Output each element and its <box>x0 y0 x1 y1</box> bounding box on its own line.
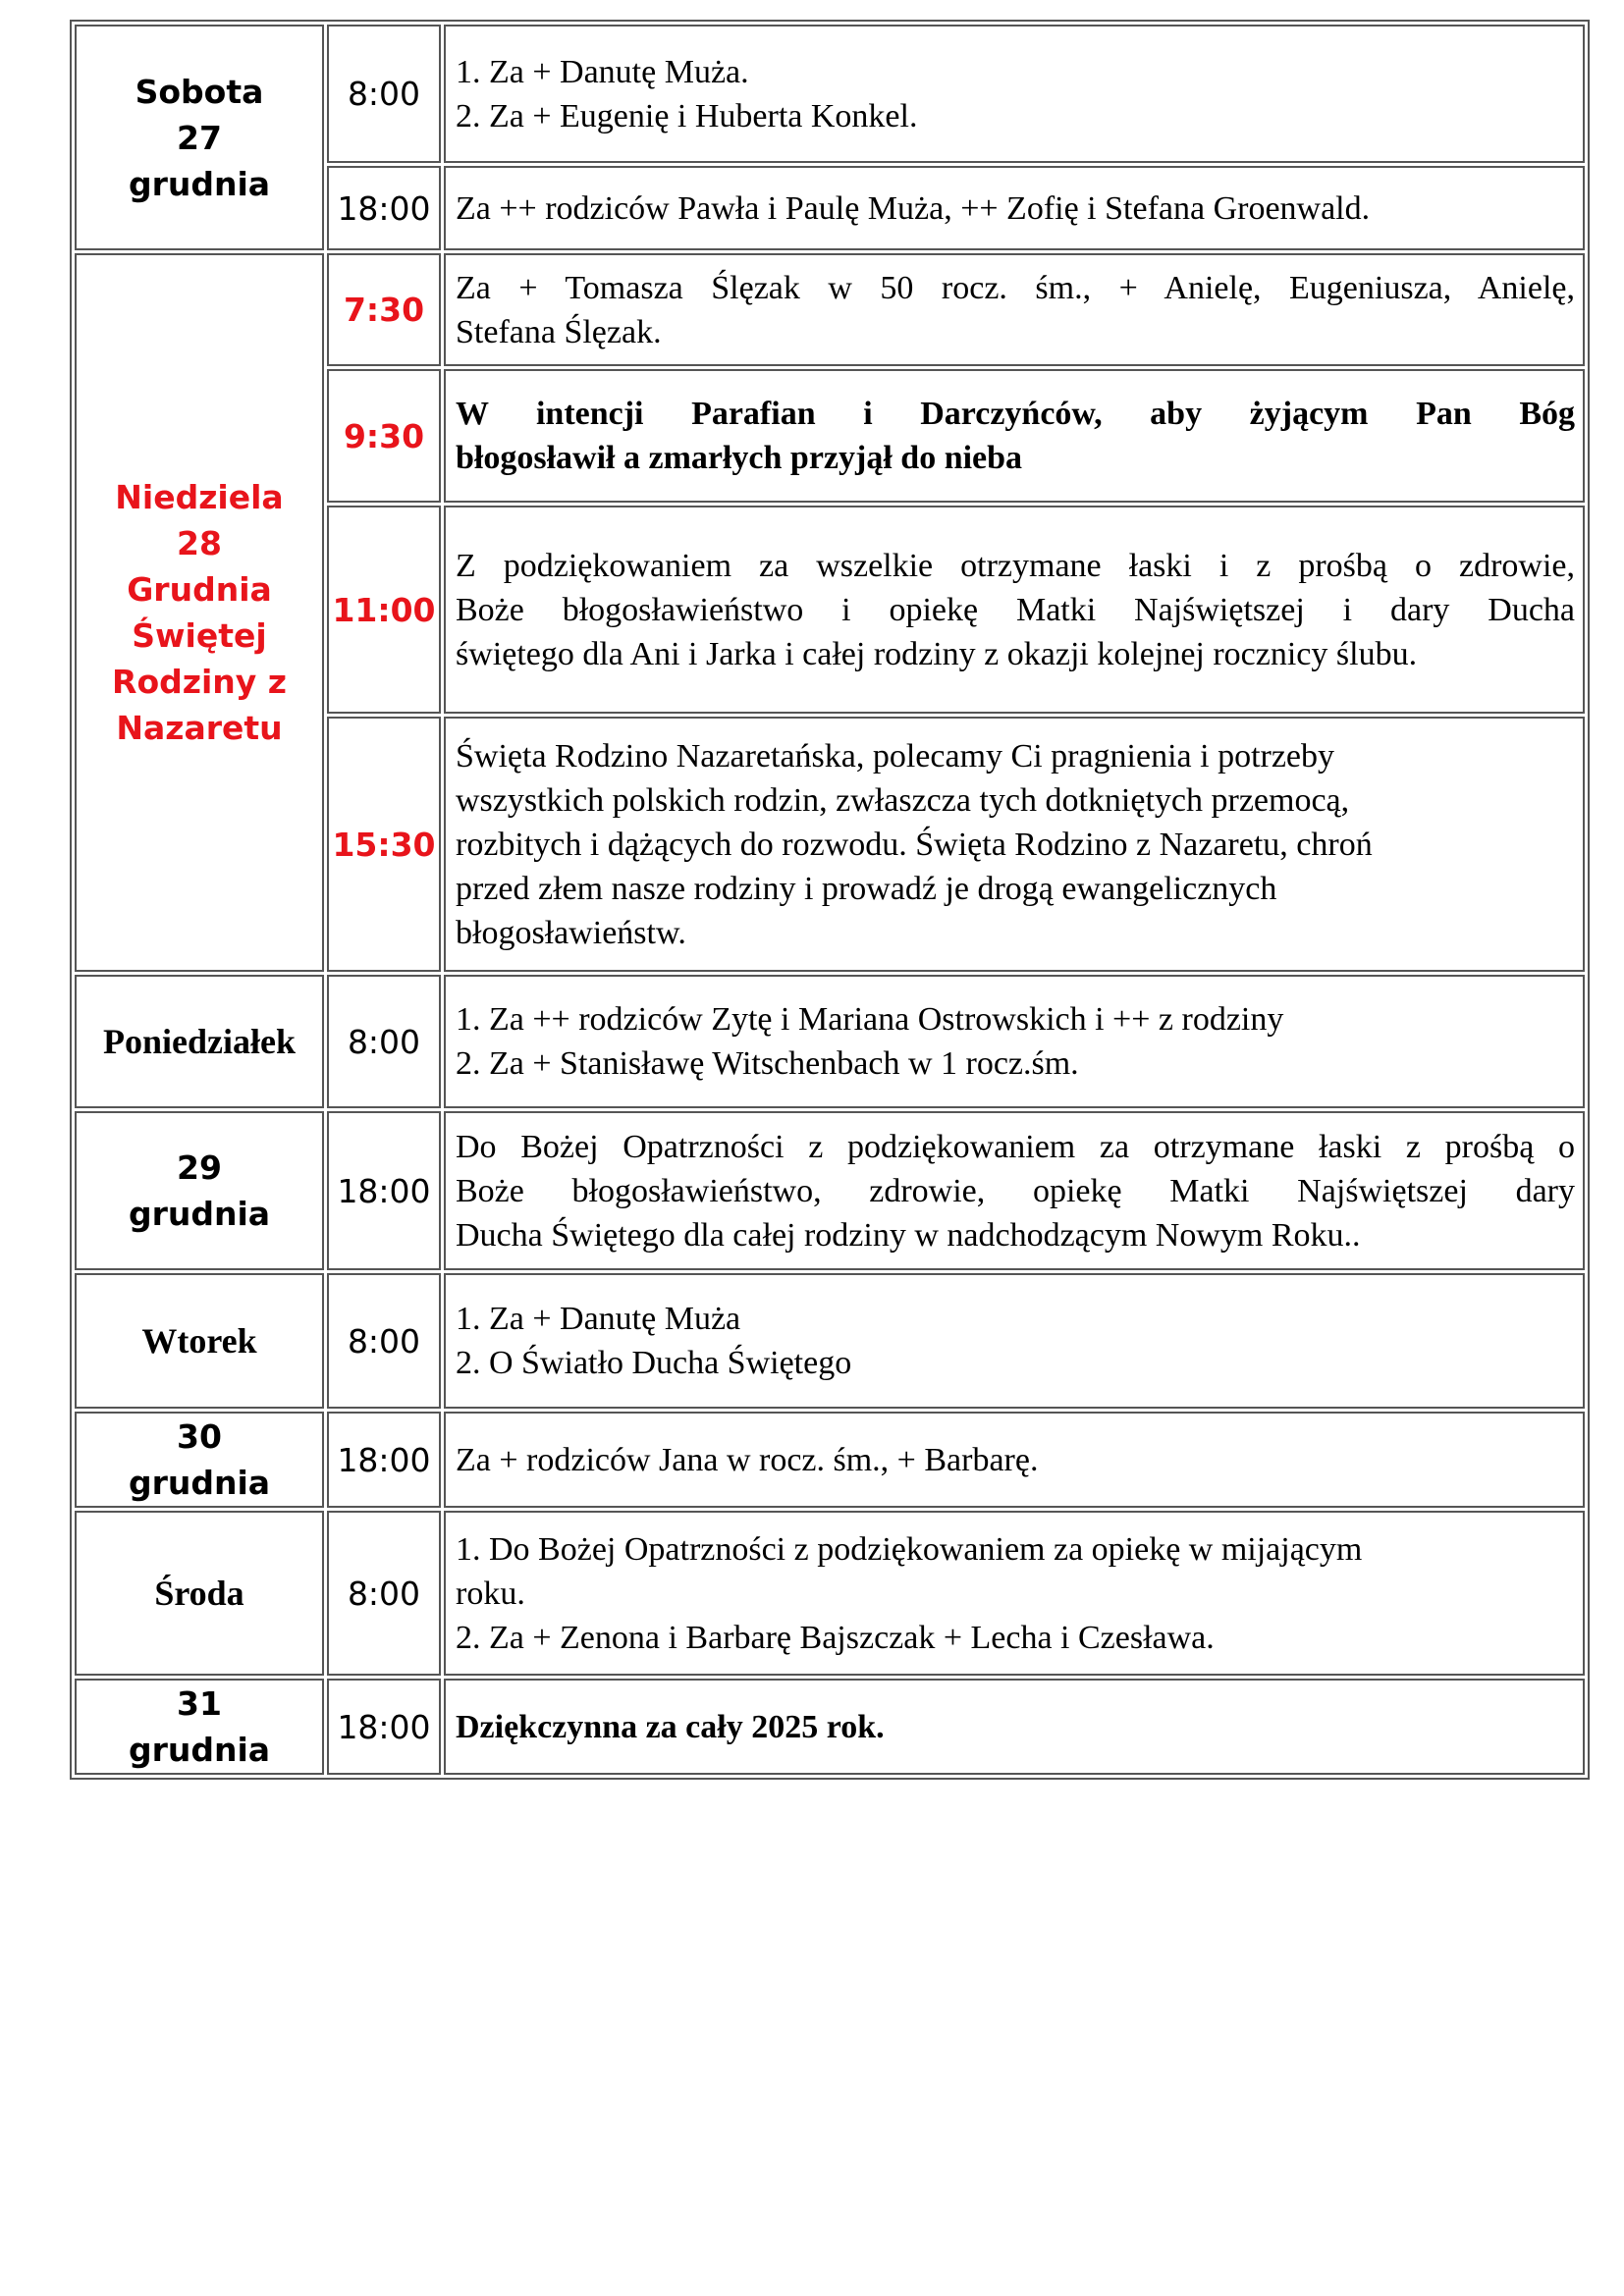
intention-line: W intencji Parafian i Darczyńców, aby żyjącym Pan Bóg <box>456 396 1575 432</box>
schedule-row <box>75 1273 1585 1409</box>
schedule-row <box>75 1412 1585 1508</box>
mass-intention <box>444 166 1585 250</box>
intention-line: Z podziękowaniem za wszelkie otrzymane łaski i z prośbą o zdrowie, <box>456 547 1575 584</box>
intention-line: wszystkich polskich rodzin, zwłaszcza tych dotkniętych przemocą, <box>456 781 1350 819</box>
mass-time: 18:00 <box>327 166 441 250</box>
mass-intention <box>444 1111 1585 1270</box>
day-cell-sunday <box>75 253 324 972</box>
intention-line: Ducha Świętego dla całej rodziny w nadchodzącym Nowym Roku.. <box>456 1216 1361 1254</box>
day-number: 28 <box>177 524 222 562</box>
schedule-row <box>75 1111 1585 1270</box>
intention-line: Boże błogosławieństwo i opiekę Matki Najświętszej i dary Ducha <box>456 591 1575 628</box>
schedule-row <box>75 25 1585 163</box>
mass-time: 8:00 <box>327 25 441 163</box>
day-month: grudnia <box>128 1195 271 1233</box>
intention-line: Boże błogosławieństwo, zdrowie, opiekę Matki Najświętszej dary <box>456 1172 1575 1209</box>
intention-line: Za ++ rodziców Pawła i Paulę Muża, ++ Zofię i Stefana Groenwald. <box>456 189 1371 227</box>
day-number: 29 <box>177 1148 222 1187</box>
intention-line: 2. Za + Stanisławę Witschenbach w 1 rocz.śm. <box>456 1045 1079 1082</box>
mass-intention <box>444 1679 1585 1775</box>
mass-intention <box>444 253 1585 366</box>
mass-schedule-table <box>70 20 1590 1780</box>
day-cell-monday <box>75 975 324 1108</box>
day-cell-saturday <box>75 25 324 250</box>
day-cell-monday-date <box>75 1111 324 1270</box>
intention-line: Dziękczynna za cały 2025 rok. <box>456 1708 885 1745</box>
day-name: Poniedziałek <box>103 1021 296 1061</box>
feast-name-line: Nazaretu <box>116 709 283 747</box>
day-number: 30 <box>177 1417 222 1456</box>
mass-intention <box>444 25 1585 163</box>
mass-time: 15:30 <box>327 717 441 972</box>
mass-time: 11:00 <box>327 506 441 714</box>
intention-line: 1. Za ++ rodziców Zytę i Mariana Ostrowskich i ++ z rodziny <box>456 1001 1284 1038</box>
schedule-row <box>75 253 1585 366</box>
mass-time: 18:00 <box>327 1111 441 1270</box>
day-month: grudnia <box>128 1731 271 1769</box>
day-cell-wednesday <box>75 1511 324 1676</box>
intention-line: Stefana Ślęzak. <box>456 313 662 350</box>
intention-line: przed złem nasze rodziny i prowadź je drogą ewangelicznych <box>456 870 1277 907</box>
intention-line: 2. Za + Zenona i Barbarę Bajszczak + Lecha i Czesława. <box>456 1619 1215 1656</box>
intention-line: 2. O Światło Ducha Świętego <box>456 1345 852 1381</box>
mass-intention <box>444 369 1585 503</box>
day-cell-tuesday <box>75 1273 324 1409</box>
day-month: grudnia <box>128 1464 271 1502</box>
mass-time: 18:00 <box>327 1412 441 1508</box>
mass-time: 18:00 <box>327 1679 441 1775</box>
schedule-row <box>75 1511 1585 1676</box>
intention-line: błogosławił a zmarłych przyjął do nieba <box>456 440 1023 476</box>
mass-time: 8:00 <box>327 975 441 1108</box>
day-name: Niedziela <box>115 478 284 516</box>
mass-intention <box>444 1412 1585 1508</box>
intention-line: błogosławieństw. <box>456 914 686 951</box>
intention-line: 2. Za + Eugenię i Huberta Konkel. <box>456 97 918 134</box>
mass-time: 9:30 <box>327 369 441 503</box>
intention-line: Święta Rodzino Nazaretańska, polecamy Ci pragnienia i potrzeby <box>456 737 1335 774</box>
day-number: 31 <box>177 1684 222 1723</box>
mass-time: 7:30 <box>327 253 441 366</box>
day-name: Wtorek <box>141 1320 257 1361</box>
intention-line: 1. Do Bożej Opatrzności z podziękowaniem za opiekę w mijającym <box>456 1530 1363 1568</box>
schedule-row <box>75 975 1585 1108</box>
day-cell-tuesday-date <box>75 1412 324 1508</box>
intention-line: Za + Tomasza Ślęzak w 50 rocz. śm., + Anielę, Eugeniusza, Anielę, <box>456 269 1575 306</box>
mass-time: 8:00 <box>327 1511 441 1676</box>
intention-line: roku. <box>456 1575 525 1612</box>
mass-intention <box>444 717 1585 972</box>
mass-time: 8:00 <box>327 1273 441 1409</box>
feast-name-line: Rodziny z <box>112 663 287 701</box>
feast-name-line: Świętej <box>132 616 267 655</box>
day-number: 27 <box>177 118 222 157</box>
intention-line: rozbitych i dążących do rozwodu. Święta Rodzino z Nazaretu, chroń <box>456 826 1373 863</box>
mass-intention <box>444 1511 1585 1676</box>
day-month: grudnia <box>128 164 271 203</box>
day-cell-wednesday-date <box>75 1679 324 1775</box>
day-name: Sobota <box>135 72 264 111</box>
mass-intention <box>444 506 1585 714</box>
day-month: Grudnia <box>127 570 272 609</box>
intention-line: 1. Za + Danutę Muża. <box>456 53 749 90</box>
intention-line: Do Bożej Opatrzności z podziękowaniem za otrzymane łaski z prośbą o <box>456 1128 1575 1165</box>
mass-intention <box>444 975 1585 1108</box>
day-name: Środa <box>154 1573 244 1613</box>
schedule-row <box>75 1679 1585 1775</box>
mass-intention <box>444 1273 1585 1409</box>
intention-line: Za + rodziców Jana w rocz. śm., + Barbarę. <box>456 1441 1039 1478</box>
intention-line: 1. Za + Danutę Muża <box>456 1301 741 1337</box>
intention-line: świętego dla Ani i Jarka i całej rodziny z okazji kolejnej rocznicy ślubu. <box>456 635 1418 672</box>
